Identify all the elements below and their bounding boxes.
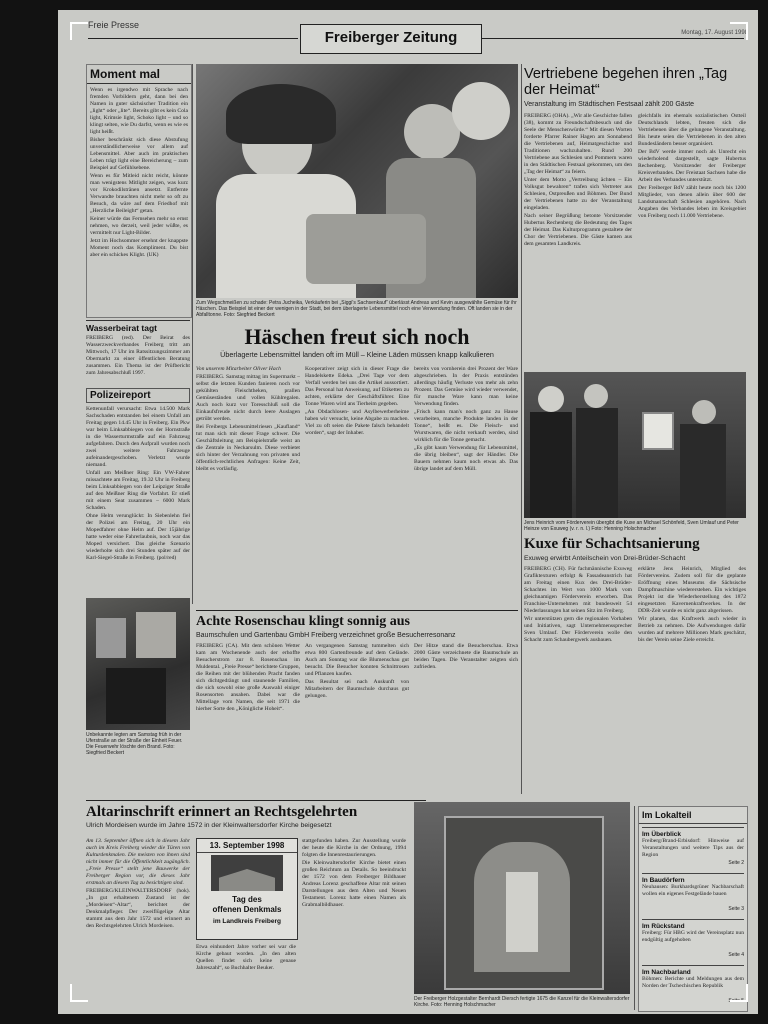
- rosen-title: Achte Rosenschau klingt sonnig aus: [196, 614, 410, 629]
- kuxe-subtitle: Exuweg erwirbt Anteilschein von Drei-Brüder-Schacht: [524, 555, 686, 562]
- lokalteil-text: Freiberg/Brand-Erbisdorf: Hinweise auf Veranstaltungen und weitere Tips aus der Region: [642, 838, 744, 858]
- lokalteil-item[interactable]: [642, 965, 744, 1011]
- lokalteil-heading: In Baudörfern: [642, 877, 685, 884]
- denkmal-line3: im Landkreis Freiberg: [213, 918, 281, 925]
- rosen-subtitle: Baumschulen und Gartenbau GmbH Freiberg verzeichnet große Besucherresonanz: [196, 632, 456, 639]
- altar-photo: [414, 802, 630, 994]
- polizei-para: Unfall am Meißner Ring: Ein VW-Fahrer missachtete am Freitag, 19.32 Uhr in Freiberg beim Linksabbiegen von der Leipziger Straße auf den Meißner Ring die Vorfahrt. Er stieß mit einem Seat zusammen – 6000 Mark Schaden.: [86, 470, 190, 511]
- haeschen-subtitle: Überlagerte Lebensmittel landen oft im Müll – Kleine Läden müssen knapp kalkulieren: [220, 350, 494, 359]
- kuxe-para: Wir planen, das Kraftwerk auch wieder in Betrieb zu nehmen. Die Aufwendungen dafür wurden auf mehrere Millionen Mark geschätzt, bis der Verein seine Ziele erreicht.: [638, 616, 746, 643]
- lokalteil-heading: Im Nachbarland: [642, 969, 691, 976]
- denkmal-line2: offenen Denkmals: [212, 905, 282, 914]
- moment-para: Keiner würde das Fernsehen mehr so ernst nehmen, wo derzeit, weil jeder wüßte, es vermittelt nur Light-Bilder.: [90, 216, 188, 236]
- award-photo: [524, 372, 746, 518]
- polizei-para: Ohne Helm verunglückt: In Siebenlehn fiel der Polizei am Freitag, 20 Uhr ein Mopedfahrer ohne Helm auf. Der 15jährige hatte weder eine Fahrerlaubnis, noch war das Moped versichert. Das gleiche Szenario wiederholte sich drei Stunden später auf der Karl-Siegel-Straße in Freiberg. (pol/red): [86, 513, 190, 561]
- lokalteil-box: [638, 806, 748, 1012]
- wasserbeirat-text: FREIBERG (red). Der Beirat des Wasserzweckverbandes Freiberg tritt am Mittwoch, 17 Uhr im Ratssitzungszimmer am Obermarkt zu einer öffentlichen Beratung zusammen. Ein Thema ist der Prüfbericht zum Jahresabschluß 1997.: [86, 335, 190, 376]
- haeschen-col3: [414, 366, 518, 594]
- vertriebene-col1: [524, 113, 632, 375]
- lokalteil-page: Seite 3: [728, 906, 744, 912]
- haeschen-para: FREIBERG. Samstag mittag im Supermarkt – selbst die letzten Kunden fanieren noch vor gekühlten Fleischtheken, prallen Gemüseständen und vollen Kühlregalen. Auch noch kurz vor Toresschluß soll die Einkaufsfreude nicht durch leere Auslagen getrübt werden.: [196, 374, 300, 422]
- lokalteil-text: Böhmen: Berichte und Meldungen aus dem Norden der Tschechischen Republik: [642, 976, 744, 989]
- altar-para: Etwa einhundert Jahre vorher sei war die Kirche gebaut worden. „In den alten Quellen findet sich keine genaue Jahreszahl“, so Buchhalter Beuker.: [196, 944, 296, 971]
- haeschen-head: [196, 324, 518, 359]
- altar-col1: [86, 838, 190, 1014]
- vertriebene-para: gleichfalls im ehemals sozialistischen Ostteil Deutschlands lebten, freuten sich die Vertriebenen über die gelungene Veranstaltung. Bis heute seien die Vertriebenen in den alten Bundesländern besser organisiert.: [638, 113, 746, 147]
- lokalteil-page: Seite 2: [728, 860, 744, 866]
- rosen-col2: [305, 643, 409, 813]
- masthead-box: [300, 24, 482, 54]
- denkmal-icon: [211, 855, 283, 891]
- certificate: [642, 412, 674, 450]
- kuxe-article: [524, 536, 746, 804]
- moment-text: [87, 84, 191, 320]
- wasserbeirat-title: Wasserbeirat tagt: [86, 320, 190, 333]
- kuxe-para: Wir unterstützen gern die regionalen Vorhaben und Initiativen, sagt Unternehmenssprecher Sven Umlauf. Der Förderverein wolle den Schacht zum Schaubergwerk ausbauen.: [524, 616, 632, 643]
- rosen-col3: [414, 643, 518, 813]
- moment-para: Bisher beschränkt sich diese Abstufung unverständlicherweise vor allem auf Lebensmittel. Aber auch im praktischen Leben trägt light eine Bereicherung – zum Beispiel auf Gefühlsebene.: [90, 137, 188, 171]
- child2-face: [452, 82, 510, 140]
- vegetable-crate: [306, 214, 426, 284]
- person-face: [538, 386, 564, 412]
- vertriebene-title: Vertriebene begehen ihren „Tag der Heimat“: [524, 66, 728, 98]
- kuxe-col2: [638, 566, 746, 804]
- woman-hair: [226, 84, 336, 144]
- fire-caption: Unbekannte legten am Samstag früh in der Uferstraße an der Straße der Einheit Feuer. Die Feuerwehr löschte den Brand. Foto: Siegfried Beckert: [86, 732, 183, 756]
- lokalteil-page: Seite 4: [728, 952, 744, 958]
- lokalteil-text: Freiberg: Für HBG wird der Vereinsplatz nun endgültig aufgehoben: [642, 930, 744, 943]
- polizei-text: [86, 406, 190, 602]
- moment-para: Jetzt im Hochsommer ersehnt der knappste Moment noch das Kompliment. Du bist aber ein schickes Klight. (UK): [90, 238, 188, 258]
- altar-para: stattgefunden haben. Zur Ausstellung wurde der heute die Kirche in der Ordnung, 1994 folgten die Innenrestaurierungen.: [302, 838, 406, 858]
- vertriebene-article: [524, 66, 746, 375]
- altar-photo-caption: Der Freiberger Holzgestalter Bernhardt Diersch fertigte 1675 die Kanzel für die Kleinwaltersdorfer Kirche. Foto: Henning Holschmacher: [414, 996, 630, 1008]
- haeschen-byline: Von unserem Mitarbeiter Oliver Hach: [196, 366, 281, 372]
- rosen-col1: [196, 643, 300, 813]
- haeschen-body: [196, 366, 518, 594]
- wasserbeirat: [86, 320, 190, 383]
- window: [96, 618, 126, 658]
- lokalteil-item[interactable]: [642, 827, 744, 873]
- lokalteil-page: Seite 5: [728, 998, 744, 1004]
- rosen-para: Der Hitze stand die Besucherschau. Etwa 2000 Gäste verzeichnete die Baumschule an beiden Tagen. Die Veranstalter zeigten sich zufrieden.: [414, 643, 518, 670]
- vertriebene-para: Unter dem Motto „Vertreibung ächten – Ein Volksgut bewahren“ trafen sich Vertreter aus Schlesien, Ostpreußen und Böhmen. Der Bund der Vertriebenen hatte zu der Veranstaltung eingeladen.: [524, 177, 632, 211]
- vertriebene-para: Der Freiberger BdV zählt heute noch bis 1200 Mitglieder, von denen allein über 600 der Landsmannschaft Schlesien angehören. Nach Angaben des Verbandes leben im Kreisgebiet von Freiberg noch 11.000 Vertriebene.: [638, 185, 746, 219]
- altar-intro: Am 13. September öffnen sich in diesem Jahr auch im Kreis Freiberg wieder die Türen von Kulturdenkmalen. Die meisten von ihnen sind nicht immer für die Öffentlichkeit zugänglich. „Freie Presse“ stellt jene Bauwerke der Freiberger Region vor, die dieses Jahr erstmals an diesem Tag zu besichtigen sind.: [86, 838, 190, 886]
- person-face: [584, 384, 608, 408]
- moment-para: Wenn es irgendwo mit Sprache nach fremden Vorbildern geht, dann bei den Namen in guter sächsischer Tradition ein „light“ oder „lite“. Bereits gibt es kein Cola light, Krimsie light, Schoko light – und so klingt selten, wie Du darfst, wenn es wie es light heißt.: [90, 87, 188, 135]
- person-body: [680, 424, 726, 518]
- main-photo: [196, 64, 518, 298]
- haeschen-col1: [196, 366, 300, 594]
- haeschen-para: Bei Freibergs Lebensmittelriesen „Kaufland“ tut man sich mit dieser Frage schwer. Die Geschäftsleitung am Beispielstraße weist an die Zentrale in Neckarsulm. Diese verbietet sich hinter der Verzahnung von privaten und öffentlich-rechtlichen Anfragen: Keine Zeit, bleibt es vorläufig.: [196, 424, 300, 472]
- vertriebene-para: Nach seiner Begrüßung betonte Vorsitzender Hubertus Rechenberg die Bedeutung des Tages der Heimat. Das Kulturprogramm gestaltete der Chor der Vertriebenen. Die Gäste kamen aus dem gesamten Landkreis.: [524, 213, 632, 247]
- denkmal-box: [196, 838, 298, 940]
- altar-para: Die Kleinwaltersdorfer Kirche bietet einen großen Reichtum an Details. So beeindruckt der 1572 von dem Freiberger Bildhauer Andreas Lorenz geschaffene Altar mit seinen Darstellungen aus dem Alten und Neuen Testament. Lorenz hatte einen Namen als Grabmalbildhauer.: [302, 860, 406, 908]
- altar-col3: [302, 838, 406, 1014]
- lokalteil-item[interactable]: [642, 873, 744, 919]
- kuxe-title: Kuxe für Schachtsanierung: [524, 536, 700, 552]
- masthead-date: Montag, 17. August 1998: [681, 30, 748, 36]
- person-body: [530, 412, 572, 518]
- crop-corner: [70, 984, 88, 1002]
- lokalteil-text: Neuhausen: Burkhardsgrüner Nachbarschaft wollen ein eigenes Festgelände bauen: [642, 884, 744, 897]
- pulpit-figure: [506, 872, 538, 952]
- altar-para: FREIBERG/KLEINWALTERSDORF (hok). „In gut erhaltenem Zustand ist der „Mordeisen“-Altar“, berichtet der Denkmalpfleger. Der zweiflügelige Altar stammt aus dem Jahr 1572 und erinnert an den Rechtsgelehrten Ulrich Mordeisen.: [86, 888, 190, 929]
- vertriebene-col2: [638, 113, 746, 375]
- altar-col2: [196, 944, 296, 1014]
- lokalteil-item[interactable]: [642, 919, 744, 965]
- polizeireport: [86, 388, 190, 602]
- main-photo-caption: Zum Wegschmeißen zu schade: Petra Jucheika, Verkäuferin bei „Siggi's Sachsenkauf“ überlässt Andreas und Kevin ausgewählte Gemüse für ihr Häschen. Das Beispiel ist einer der wenigen in der Stadt, bei dem überlagerte Lebensmittel noch eine Verwendung finden. Oft landen sie in der Abfalltonne. Foto: Siegfried Beckert: [196, 300, 517, 318]
- lokalteil-heading: Im Rückstand: [642, 923, 685, 930]
- lokalteil-title: Im Lokalteil: [639, 807, 747, 824]
- polizei-title: Polizeireport: [86, 388, 190, 403]
- moment-box: [86, 64, 192, 318]
- masthead-left: Freie Presse: [88, 20, 140, 30]
- person-face: [692, 400, 716, 424]
- lokalteil-heading: Im Überblick: [642, 831, 682, 838]
- denkmal-line1: Tag des: [232, 895, 262, 904]
- rosen-para: FREIBERG (CA). Mit dem schönen Wetter kam am Wochenende auch der erhoffte Besucherstrom zur 8. Rosenschau im Muldental. „Freie Presse“ berichtete Gruppen, die Reihen mit der blühenden Pracht fanden sich dichtgedrängt und staunende Familien, die sich sowohl eine große Auswahl einiger Rosensorten ansahen. Dabei war die Mittellage vom Namen, die seit 1971 die hierher Sorte den „Königliche Hoheit“.: [196, 643, 300, 712]
- haeschen-para: „An Obdachlosen- und Asylbewerberheime haben wir versucht, keine Abgabe zu machen. Viel zu oft seien die Pakete falsch behandelt worden“, sagt der Inhaber.: [305, 409, 409, 436]
- denkmal-date: 13. September 1998: [197, 839, 297, 853]
- burnt-room: [106, 668, 166, 724]
- haeschen-para: „Frisch kann man's noch ganz zu Hause verarbeiten, manche Produkte landen in der Tonne“, heißt es. Die Fleisch- und Wurstwaren, die nicht verkauft werden, sind wirklich für die Tonne gemacht.: [414, 409, 518, 443]
- polizei-para: Kettenunfall verursacht: Etwa 14.500 Mark Sachschaden entstanden bei einem Unfall am Freitag gegen 14.45 Uhr in Freiberg. Ein Pkw war beim Linksabbiegen von der Hornstraße in die Wasserturmstraße auf ein Fahrzeug aufgefahren. Durch den Aufprall wurden noch zwei weitere Fahrzeuge aufeinandergeschoben. Verletzt wurde niemand.: [86, 406, 190, 468]
- kuxe-para: erklärte Jens Heinrich, Mitglied des Fördervereins. Zudem soll für die geplante Eröffnung eines Museums die Sächsische Dampfmaschine wiedererstehen. Ein wichtiges Projekt ist die Wiederherstellung des 1872 eingesetzten Kavernenkraftwerkes. In der DDR-Zeit wurde es nicht ganz abgerissen.: [638, 566, 746, 614]
- award-caption: Jens Heinrich vom Förderverein übergibt die Kuxe an Michael Schönfeld, Sven Umlauf und Peter Heinze von Exuweg (v. r. n. l.) Foto: Henning Holschmacher: [524, 520, 739, 532]
- altar-title: Altarinschrift erinnert an Rechtsgelehrten: [86, 804, 358, 820]
- altar-article: [86, 804, 426, 833]
- rosen-para: An vergangenen Samstag tummelten sich etwa 800 Gartenfreunde auf dem Gelände. Auch am Sonntag war die Blumenschau gut besucht. Die Besucher konnten Schnittrosen und Pflanzen kaufen.: [305, 643, 409, 677]
- crop-corner: [730, 984, 748, 1002]
- vertriebene-para: FREIBERG (OHA). „Wir alle Geschichte fallen (38), kommt zu Freundschaftsbesuch und die Seele der Menschenwürde.“ Mit diesen Worten forderte Pfarrer Rainer Hagen am Sonnabend die Vertriebenen auf, Heimatgeschichte und Traditionen wachzuhalten. Rund 200 Vertriebene aus Schlesien und Pommern waren in den Städtischen Festsaal gekommen, um den „Tag der Heimat“ zu feiern.: [524, 113, 632, 175]
- kuxe-para: FREIBERG (CH). Für fachmännische Exuweg Grafiktexturen erfolgt & Fassadeanstrich hat am Freitag einen Kux des Drei-Brüder-Schachtes im Wert von 1000 Mark vom gleichnamigen Förderverein erworben. Das Franchise-Unternehmen mit bundesweit 54 Niederlassungen hat seinen Sitz im Freiberg.: [524, 566, 632, 614]
- window: [136, 612, 176, 658]
- crop-corner: [730, 22, 748, 40]
- crop-corner: [70, 22, 88, 40]
- moment-title: Moment mal: [87, 65, 191, 84]
- rosen-article: [196, 614, 518, 813]
- haeschen-col2: [305, 366, 409, 594]
- vertriebene-para: Der BdV werde immer noch als Unrecht ein wiederholend dargestellt, sagte Hubertus Rechenberg. Vorsitzender der Freiberger Kreisverbandes. Der Freistaat Sachsen habe die Arbeit des Verbandes unterstützt.: [638, 149, 746, 183]
- vertriebene-subtitle: Veranstaltung im Städtischen Festsaal zählt 200 Gäste: [524, 101, 695, 108]
- haeschen-title: Häschen freut sich noch: [244, 324, 470, 349]
- rosen-para: Das Resultat sei nach Auskunft von Mitarbeitern der Baumschule durchaus gut gelungen.: [305, 679, 409, 699]
- haeschen-para: bereits von vornherein drei Prozent der Ware abgeschrieben. In der Praxis entstünden allerdings häufig Verluste von mehr als zehn Prozent. Das Gemüse wird wieder verwendet, für manche Ware kann man keine Verwendung finden.: [414, 366, 518, 407]
- kuxe-col1: [524, 566, 632, 804]
- haeschen-para: „Es gibt kaum Verwendung für Lebensmittel, die übrig bleiben“, sagt der Händler. Die Bauern nehmen kaum noch etwas ab. Das übrige landet auf dem Müll.: [414, 445, 518, 472]
- person-body: [576, 408, 618, 518]
- haeschen-para: Kooperativer zeigt sich in dieser Frage die Handelskette Edeka. „Drei Tage vor dem Verfall werden bei uns die Artikel aussortiert. Das Personal hat Anweisung, auf Etiketten zu achten, erklärte der Geschäftsführer. Eine Tonne Waren wird ans Tierheim gegeben.: [305, 366, 409, 407]
- fire-photo: [86, 598, 190, 730]
- altar-subtitle: Ulrich Mordeisen wurde im Jahre 1572 in der Kleinwaltersdorfer Kirche beigesetzt: [86, 822, 332, 829]
- masthead-title: Freiberger Zeitung: [324, 29, 458, 46]
- newspaper-page: [58, 10, 758, 1014]
- moment-para: Wenn es für Mitleid nicht reicht, könnte man wenigstens Mitlight zeigen, was kurz vor Krokodilstränen ansetzt. Entfernte Verwandte brauchten nicht mehr so oft zu Besuch, da wäre auf dem Friedhof mit „Herzliche Beileight“ getan.: [90, 173, 188, 214]
